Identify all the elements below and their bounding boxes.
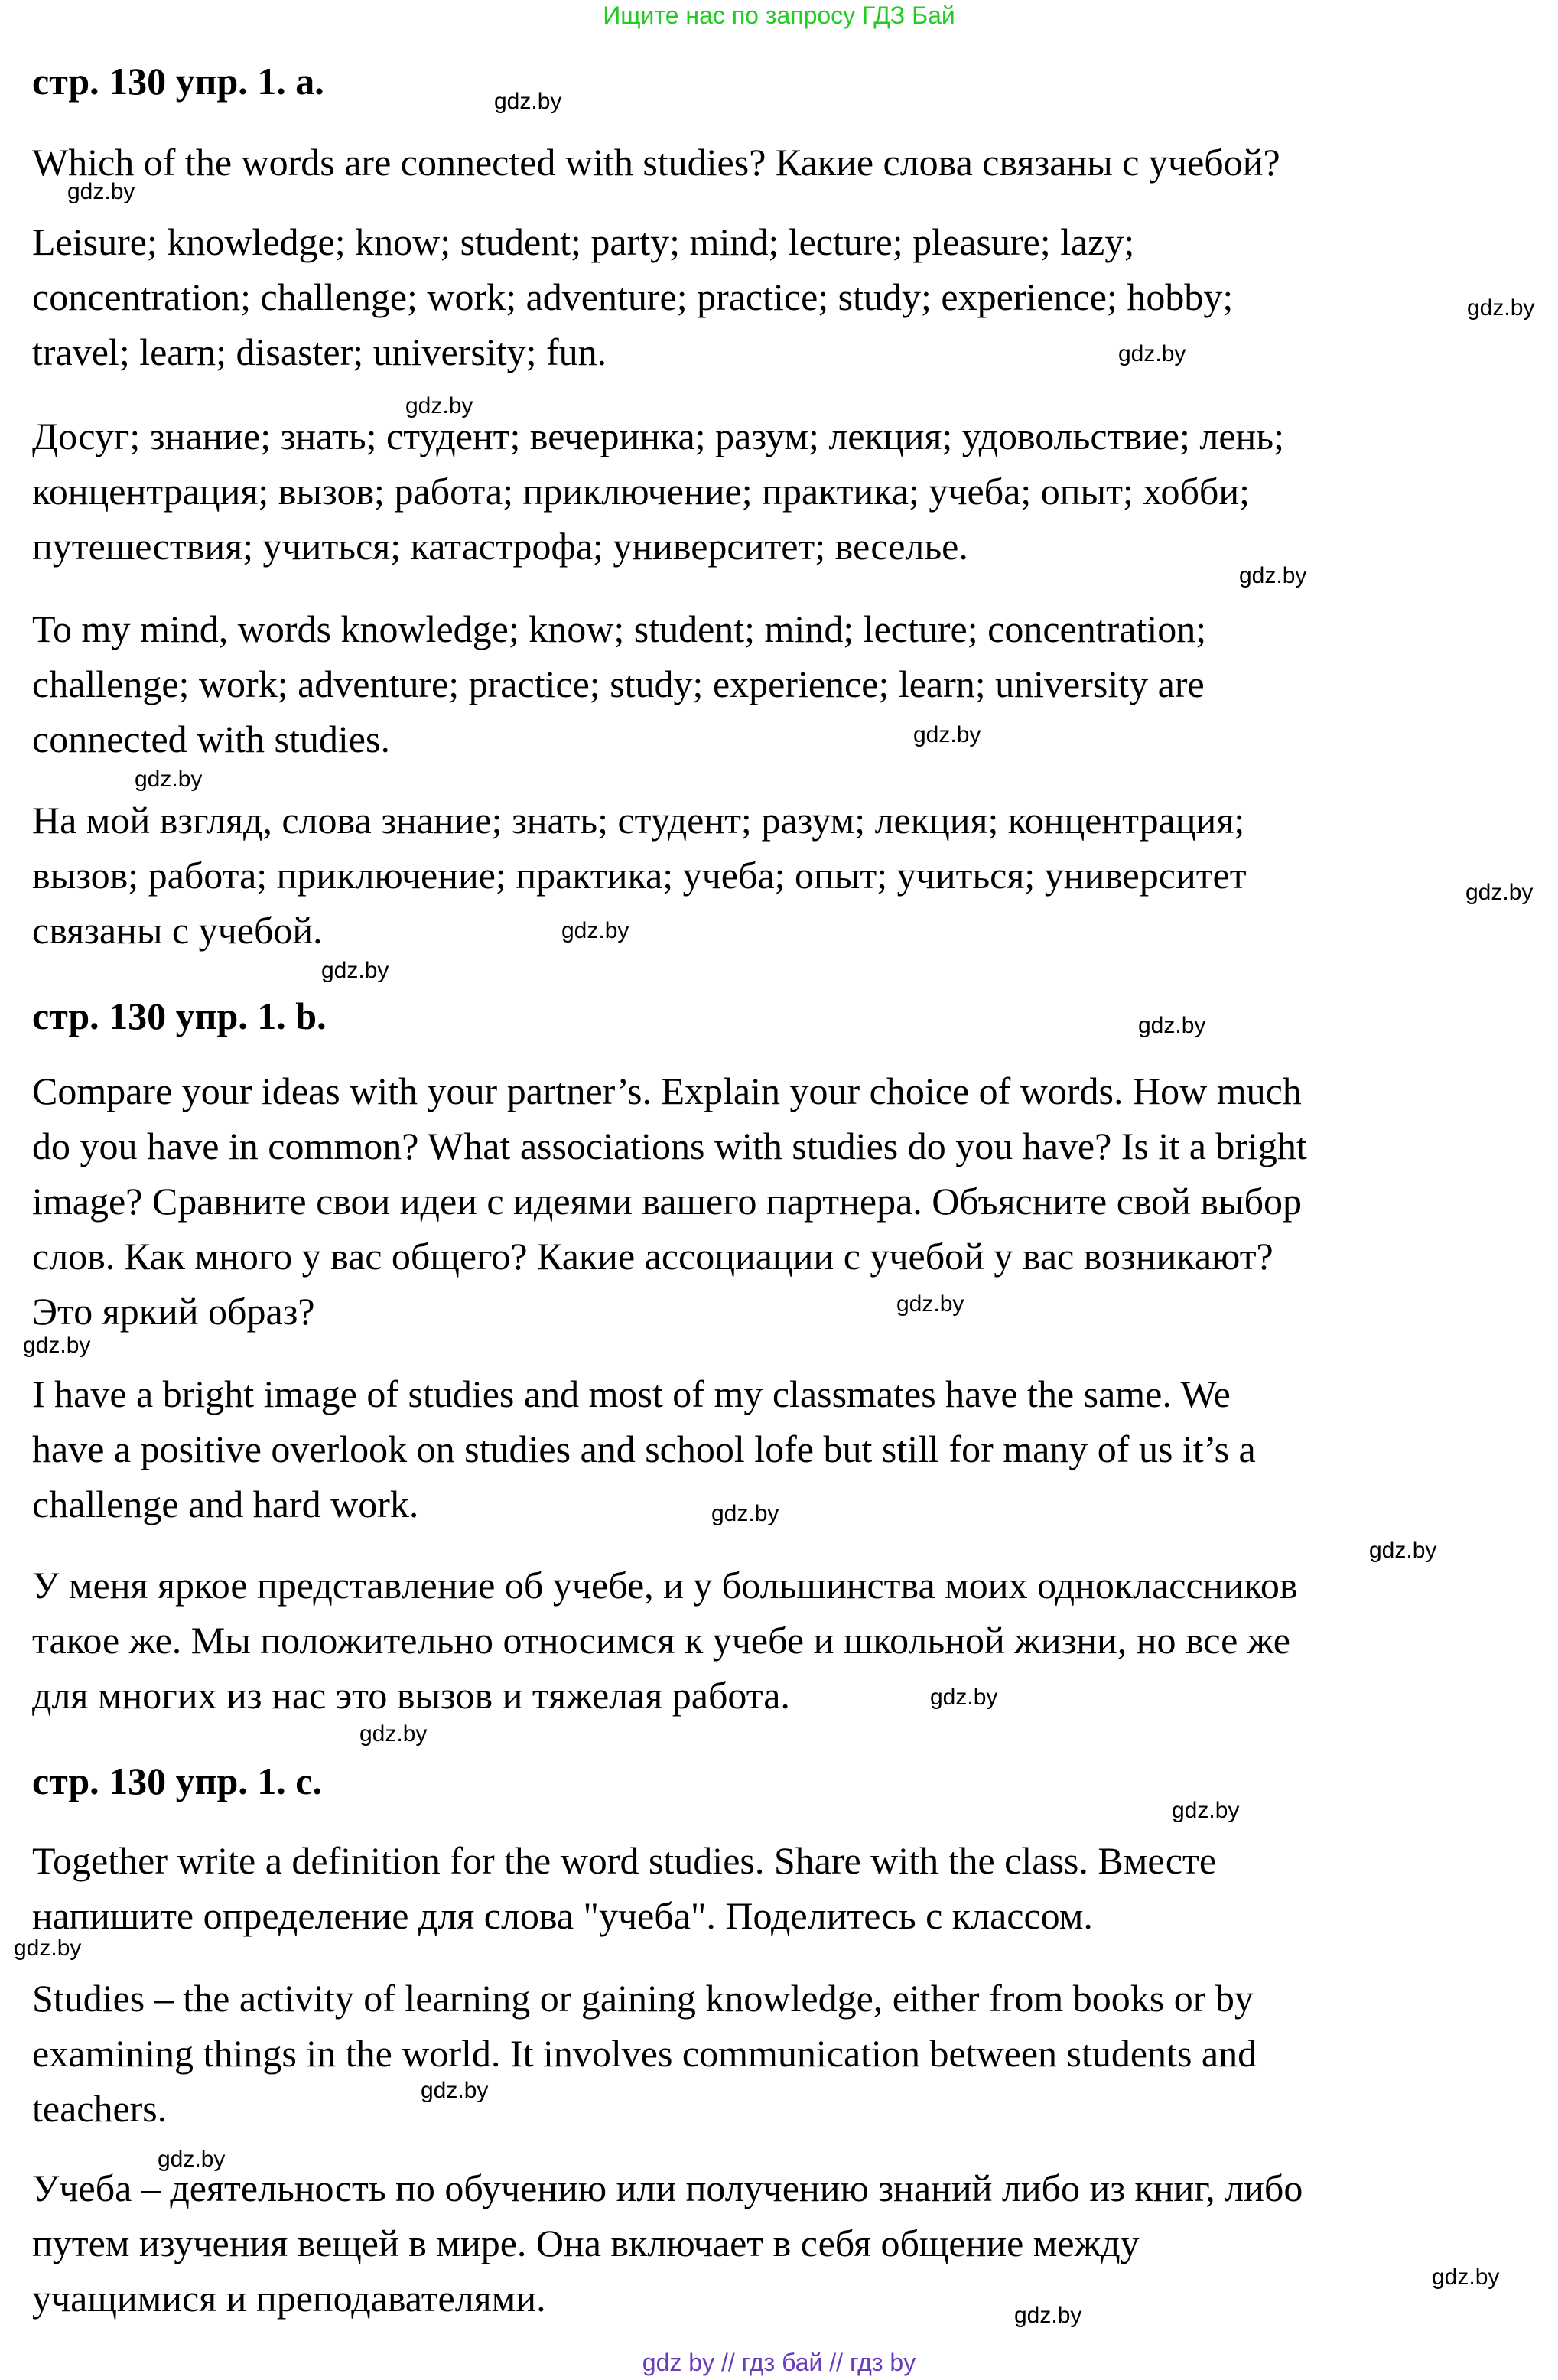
text-line: такое же. Мы положительно относимся к учебе и школьной жизни, но все же [32, 1619, 1290, 1662]
watermark: gdz.by [135, 767, 203, 792]
word-list-ru [32, 409, 1284, 574]
text-line: концентрация; вызов; работа; приключение; практика; учеба; опыт; хобби; [32, 470, 1250, 513]
watermark: gdz.by [421, 2078, 489, 2103]
text-line: слов. Как много у вас общего? Какие ассоциации с учебой у вас возникают? [32, 1235, 1273, 1278]
answer-1b-ru [32, 1558, 1298, 1723]
answer-1b-en [32, 1366, 1256, 1532]
watermark: gdz.by [896, 1291, 964, 1317]
task-1b [32, 1063, 1307, 1339]
top-banner[interactable]: Ищите нас по запросу ГДЗ Бай [603, 2, 955, 29]
watermark: gdz.by [14, 1936, 82, 1961]
text-line: have a positive overlook on studies and school lofe but still for many of us it’s a [32, 1428, 1256, 1470]
text-line: Это яркий образ? [32, 1290, 315, 1333]
text-line: напишите определение для слова "учеба". Поделитесь с классом. [32, 1894, 1093, 1937]
text-line: do you have in common? What associations with studies do you have? Is it a bright [32, 1125, 1307, 1167]
answer-1a-en [32, 601, 1206, 767]
text-line: challenge; work; adventure; practice; study; experience; learn; university are [32, 663, 1205, 705]
watermark: gdz.by [1239, 563, 1307, 588]
watermark: gdz.by [1369, 1538, 1437, 1563]
watermark: gdz.by [494, 89, 562, 114]
text-line: связаны с учебой. [32, 909, 323, 952]
text-line: Studies – the activity of learning or gaining knowledge, either from books or by [32, 1977, 1254, 2020]
text-line: для многих из нас это вызов и тяжелая работа. [32, 1674, 790, 1717]
task-1a [32, 135, 1280, 190]
watermark: gdz.by [1172, 1798, 1240, 1823]
text-line: вызов; работа; приключение; практика; учеба; опыт; учиться; университет [32, 854, 1247, 897]
text-line: путем изучения вещей в мире. Она включает в себя общение между [32, 2222, 1140, 2264]
watermark: gdz.by [1138, 1013, 1206, 1038]
watermark: gdz.by [913, 722, 981, 747]
watermark: gdz.by [1465, 880, 1534, 905]
heading-1a: стр. 130 упр. 1. a. [32, 60, 324, 103]
text-line: путешествия; учиться; катастрофа; университет; веселье. [32, 525, 968, 568]
text-line: challenge and hard work. [32, 1483, 419, 1525]
text-line: Which of the words are connected with studies? Какие слова связаны с учебой? [32, 141, 1280, 184]
text-line: Leisure; knowledge; know; student; party; mind; lecture; pleasure; lazy; [32, 220, 1135, 263]
answer-1c-en [32, 1971, 1257, 2136]
answer-1a-ru [32, 793, 1247, 958]
watermark: gdz.by [1014, 2303, 1082, 2328]
answer-1c-ru [32, 2160, 1303, 2326]
watermark: gdz.by [1467, 295, 1535, 321]
text-line: concentration; challenge; work; adventure; practice; study; experience; hobby; [32, 275, 1234, 318]
word-list-en [32, 214, 1233, 379]
text-line: To my mind, words knowledge; know; student; mind; lecture; concentration; [32, 607, 1207, 650]
watermark: gdz.by [359, 1721, 428, 1747]
text-line: travel; learn; disaster; university; fun. [32, 330, 607, 373]
heading-1c: стр. 130 упр. 1. c. [32, 1760, 322, 1802]
heading-1b: стр. 130 упр. 1. b. [32, 995, 327, 1037]
text-line: учащимися и преподавателями. [32, 2277, 546, 2320]
watermark: gdz.by [23, 1333, 91, 1358]
watermark: gdz.by [405, 393, 473, 418]
text-line: Учеба – деятельность по обучению или получению знаний либо из книг, либо [32, 2167, 1303, 2209]
text-line: Compare your ideas with your partner’s. Explain your choice of words. How much [32, 1070, 1302, 1112]
watermark: gdz.by [561, 918, 629, 943]
text-line: connected with studies. [32, 718, 390, 760]
watermark: gdz.by [1432, 2264, 1500, 2290]
watermark: gdz.by [1118, 341, 1186, 366]
task-1c [32, 1833, 1216, 1943]
text-line: У меня яркое представление об учебе, и у большинства моих одноклассников [32, 1564, 1298, 1607]
text-line: image? Сравните свои идеи с идеями вашего партнера. Объясните свой выбор [32, 1180, 1303, 1223]
text-line: examining things in the world. It involves communication between students and [32, 2032, 1257, 2075]
watermark: gdz.by [711, 1501, 779, 1526]
text-line: Together write a definition for the word studies. Share with the class. Вместе [32, 1839, 1217, 1882]
watermark: gdz.by [321, 958, 389, 983]
footer-links[interactable]: gdz by // гдз бай // гдз by [642, 2349, 916, 2376]
watermark: gdz.by [158, 2147, 226, 2172]
watermark: gdz.by [67, 179, 135, 204]
watermark: gdz.by [930, 1685, 998, 1710]
text-line: На мой взгляд, слова знание; знать; студент; разум; лекция; концентрация; [32, 799, 1245, 842]
text-line: I have a bright image of studies and most of my classmates have the same. We [32, 1372, 1231, 1415]
text-line: Досуг; знание; знать; студент; вечеринка; разум; лекция; удовольствие; лень; [32, 415, 1284, 457]
text-line: teachers. [32, 2087, 168, 2130]
